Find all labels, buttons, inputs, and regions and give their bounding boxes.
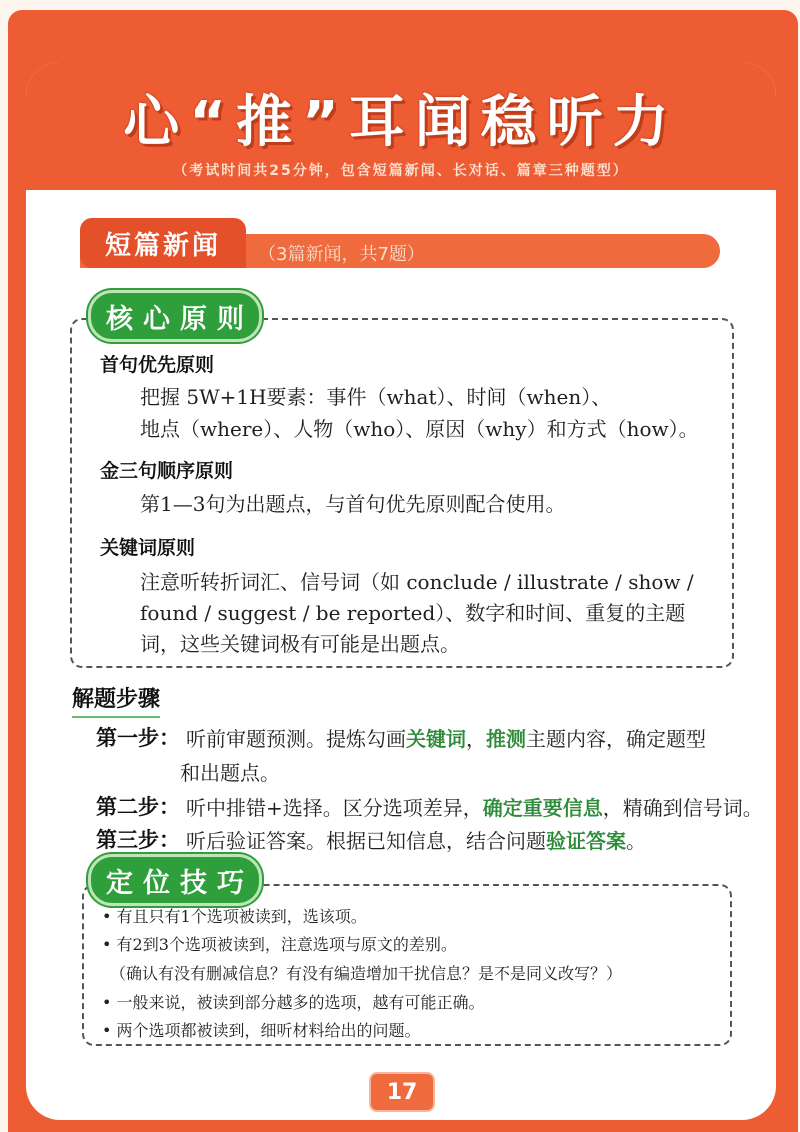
- rule-heading: 关键词原则: [100, 537, 196, 559]
- step-label: 第二步：: [96, 795, 180, 819]
- page-title: 心“推”耳闻稳听力: [123, 90, 679, 155]
- step-label: 第三步：: [96, 828, 180, 852]
- page-number: 17: [369, 1072, 435, 1112]
- tips-pill: [88, 854, 262, 906]
- step-text: 听前审题预测。提炼勾画关键词，推测主题内容，确定题型: [186, 727, 706, 751]
- rule-line: 注意听转折词汇、信号词（如 conclude / illustrate / show /: [140, 570, 694, 594]
- rule-line: 地点（where）、人物（who）、原因（why）和方式（how）。: [140, 417, 699, 441]
- step-text-cont: 和出题点。: [180, 761, 280, 785]
- rule-line: 第1—3句为出题点，与首句优先原则配合使用。: [140, 492, 566, 516]
- section-tag: [80, 218, 246, 268]
- step-text: 听后验证答案。根据已知信息，结合问题验证答案。: [186, 829, 646, 853]
- tip-line: • 有且只有1个选项被读到，选该项。: [102, 907, 367, 926]
- tip-line: • 一般来说，被读到部分越多的选项，越有可能正确。: [102, 993, 485, 1012]
- steps-title: 解题步骤: [72, 682, 160, 713]
- tip-line: • 两个选项都被读到，细听材料给出的问题。: [102, 1021, 421, 1040]
- rule-heading: 金三句顺序原则: [100, 460, 234, 482]
- step-text: 听中排错+选择。区分选项差异，确定重要信息，精确到信号词。: [186, 796, 763, 820]
- rule-heading: 首句优先原则: [100, 354, 215, 376]
- tips-label: 定位技巧: [106, 867, 254, 899]
- rule-line: 词，这些关键词极有可能是出题点。: [140, 632, 460, 656]
- rule-line: found / suggest / be reported）、数字和时间、重复的主题: [140, 601, 686, 625]
- step-label: 第一步：: [96, 726, 180, 750]
- rule-line: 把握 5W+1H要素：事件（what）、时间（when）、: [140, 385, 612, 409]
- section-label: 短篇新闻: [104, 230, 221, 261]
- page-subtitle: （考试时间共25分钟，包含短篇新闻、长对话、篇章三种题型）: [173, 163, 629, 179]
- core-principles-pill: [88, 290, 262, 342]
- core-principles-label: 核心原则: [106, 303, 254, 335]
- tip-line: （确认有没有删减信息？有没有编造增加干扰信息？是不是同义改写？）: [110, 964, 623, 983]
- section-note: （3篇新闻，共7题）: [258, 244, 425, 265]
- tip-line: • 有2到3个选项被读到，注意选项与原文的差别。: [102, 935, 457, 954]
